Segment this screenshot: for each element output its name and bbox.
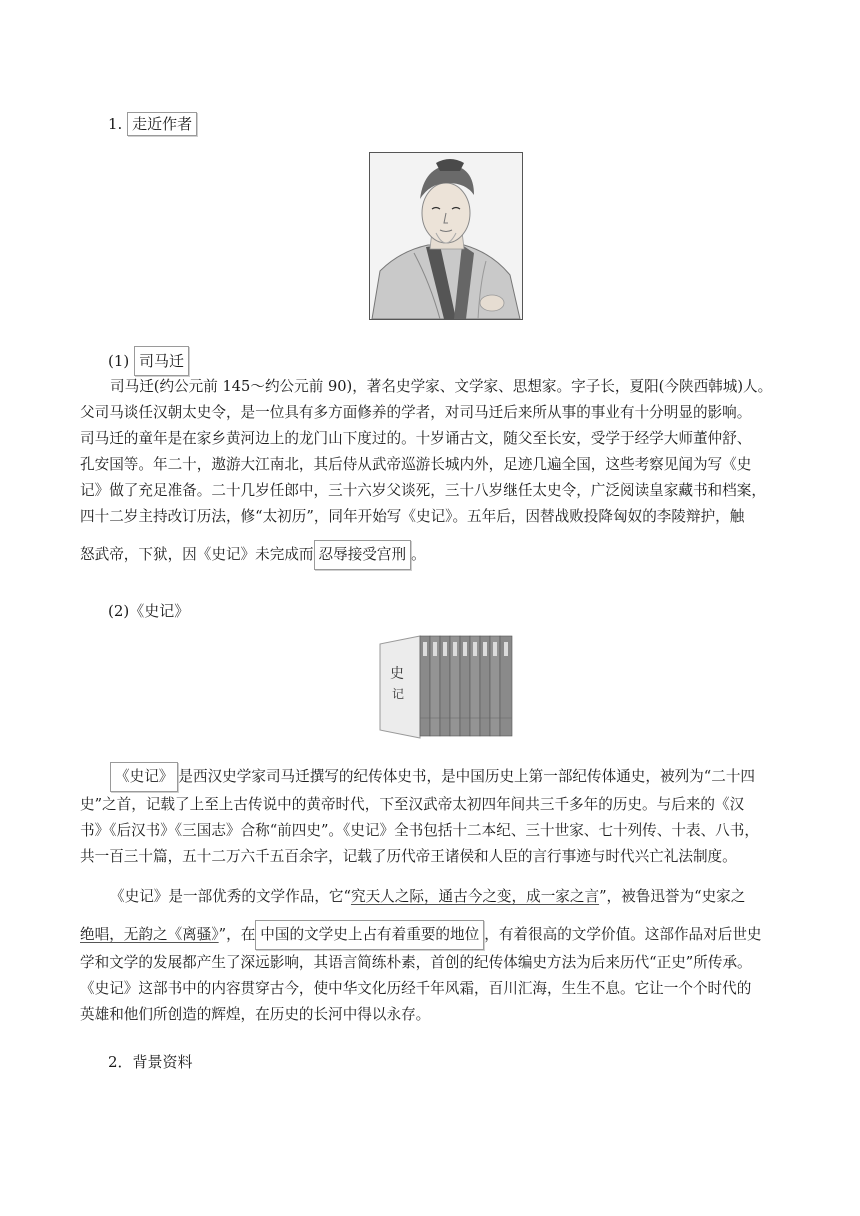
bio-line-2: 父司马谈任汉朝太史令，是一位具有多方面修养的学者，对司马迁后来所从事的事业有十分明显的影响。 [80, 404, 752, 421]
shiji-title-box: 《史记》 [110, 762, 178, 792]
lit-line-1-text: 《史记》是一部优秀的文学作品，它“ [110, 888, 351, 905]
portrait-illustration [370, 153, 522, 319]
section-2-heading: 2．背景资料 [108, 1053, 193, 1071]
sima-qian-portrait [369, 152, 523, 320]
section-1-title-box: 走近作者 [127, 112, 197, 136]
shiji-line-1 [80, 762, 782, 792]
bio-line-5: 记》做了充足准备。二十几岁任郎中，三十六岁父谈死，三十八岁继任太史令，广泛阅读皇家藏书和档案， [80, 482, 766, 499]
lit-line-2-mid: ”，在 [218, 926, 256, 943]
section-1-heading [108, 112, 197, 136]
lit-line-1-end: ”，被鲁迅誉为“史家之 [599, 888, 746, 905]
subsection-2-heading: (2)《史记》 [108, 602, 190, 620]
lit-line-2-end: ，有着很高的文学价值。这部作品对后世史 [484, 926, 762, 943]
shiji-book-set-image [378, 634, 518, 740]
bio-line-7-text: 怒武帝，下狱，因《史记》未完成而 [80, 546, 314, 563]
cover-title-glyph-2: 记 [392, 687, 405, 701]
bio-line-6: 四十二岁主持改订历法，修“太初历”，同年开始写《史记》。五年后，因替战败投降匈奴的李陵辩护，触 [80, 508, 745, 525]
lit-line-5: 英雄和他们所创造的辉煌，在历史的长河中得以永存。 [80, 1006, 431, 1023]
lit-line-3: 学和文学的发展都产生了深远影响，其语言简练朴素，首创的纪传体编史方法为后来历代“正史”所传承。 [80, 954, 752, 971]
bio-line-7 [80, 540, 782, 570]
literary-status-box: 中国的文学史上占有着重要的地位 [255, 920, 484, 950]
bio-line-1: 司马迁(约公元前 145～约公元前 90)，著名史学家、文学家、思想家。字子长，夏阳(今陕西韩城)人。 [110, 378, 773, 395]
bio-line-3: 司马迁的童年是在家乡黄河边上的龙门山下度过的。十岁诵古文，随父至长安，受学于经学大师董仲舒、 [80, 430, 752, 447]
biography-paragraph [80, 374, 782, 570]
subsection-1-title-box: 司马迁 [134, 346, 189, 376]
lit-line-1 [80, 884, 782, 910]
section-1-number: 1. [108, 115, 123, 133]
shiji-line-4: 共一百三十篇，五十二万六千五百余字，记载了历代帝王诸侯和人臣的言行事迹与时代兴亡礼法制度。 [80, 848, 737, 865]
shiji-line-1-text: 是西汉史学家司马迁撰写的纪传体史书，是中国历史上第一部纪传体通史，被列为“二十四 [178, 768, 756, 785]
shiji-description-paragraph [80, 762, 782, 870]
subsection-1-number: (1) [108, 352, 130, 370]
book-set-illustration [378, 634, 518, 740]
castration-term-box: 忍辱接受宫刑 [314, 540, 412, 570]
lit-luxun-quote-underlined: 绝唱，无韵之《离骚》 [80, 926, 219, 943]
subsection-1-heading [108, 346, 189, 376]
bio-line-7-end: 。 [411, 546, 426, 563]
shiji-line-2: 史”之首，记载了上至上古传说中的黄帝时代，下至汉武帝太初四年间共三千多年的历史。与后来的《汉 [80, 796, 745, 813]
bio-line-4: 孔安国等。年二十，遨游大江南北，其后侍从武帝巡游长城内外，足迹几遍全国，这些考察见闻为写《史 [80, 456, 752, 473]
literary-value-paragraph [80, 884, 782, 1028]
cover-title-glyph-1: 史 [390, 666, 404, 682]
lit-line-4: 《史记》这部书中的内容贯穿古今，使中华文化历经千年风霜，百川汇海，生生不息。它让一个个时代的 [80, 980, 752, 997]
lit-quote-underlined: 究天人之际，通古今之变，成一家之言 [350, 888, 600, 905]
shiji-line-3: 书》《后汉书》《三国志》合称“前四史”。《史记》全书包括十二本纪、三十世家、七十列传、十表、八书， [80, 822, 759, 839]
lit-line-2 [80, 920, 782, 950]
